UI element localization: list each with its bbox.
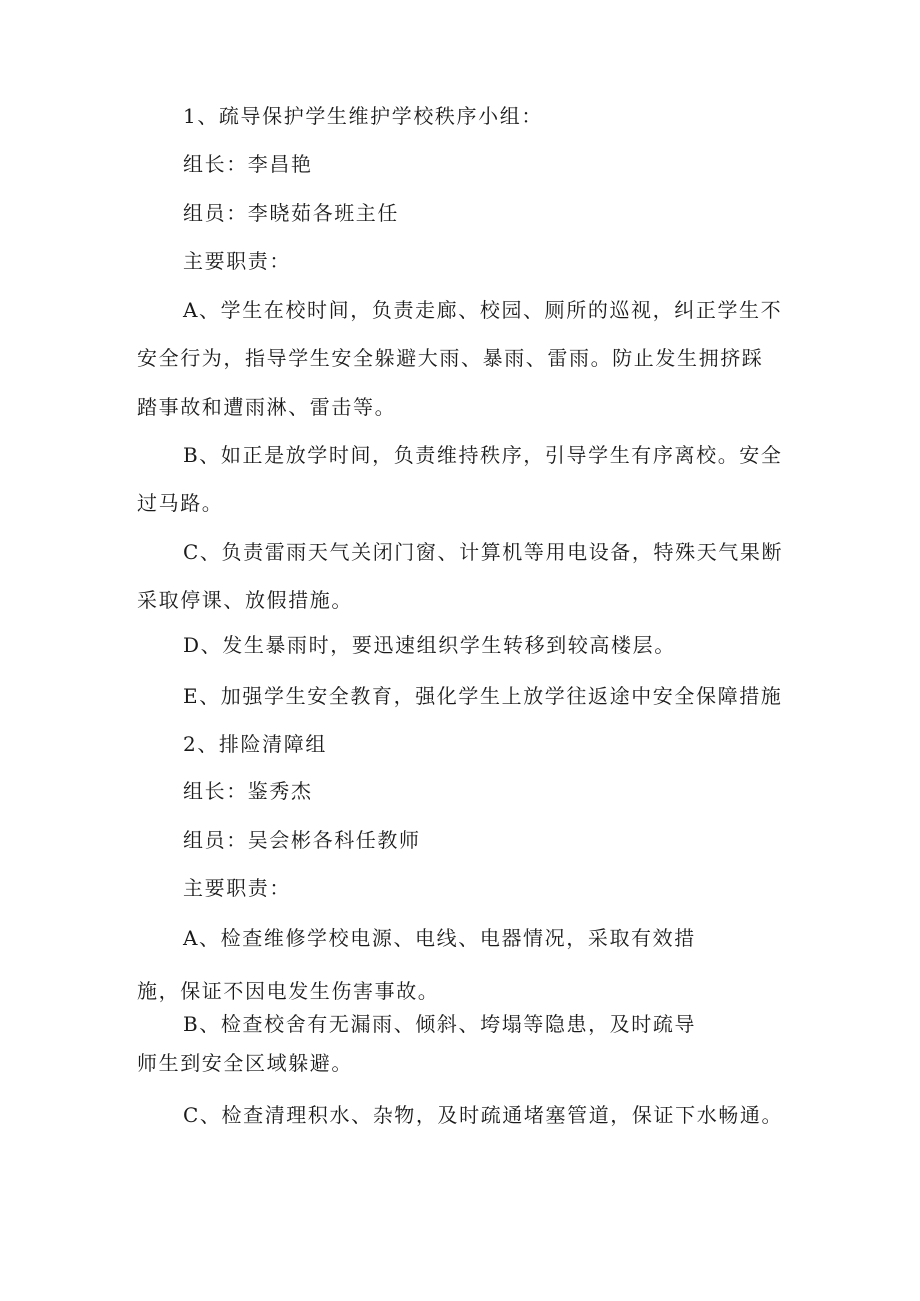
section2-heading: 2、排险清障组 [183,732,327,756]
section2-item-a-line2: 施，保证不因电发生伤害事故。 [137,979,440,1003]
section1-item-b-line2: 过马路。 [137,491,224,515]
section2-item-b-line1: B、检查校舍有无漏雨、倾斜、垮塌等隐患，及时疏导 [183,1012,697,1036]
section2-item-b-line2: 师生到安全区域躲避。 [137,1051,353,1075]
section1-item-c-line2: 采取停课、放假措施。 [137,588,353,612]
section1-item-c-line1: C、负责雷雨天气关闭门窗、计算机等用电设备，特殊天气果断 [183,540,784,564]
section1-item-b-line1: B、如正是放学时间，负责维持秩序，引导学生有序离校。安全 [183,443,783,467]
section1-item-a-line2: 安全行为，指导学生安全躲避大雨、暴雨、雷雨。防止发生拥挤踩 [137,346,764,370]
section1-heading: 1、疏导保护学生维护学校秩序小组： [183,104,543,128]
section2-leader: 组长：鉴秀杰 [183,779,313,803]
section1-duties-title: 主要职责： [183,249,291,273]
section2-duties-title: 主要职责： [183,876,291,900]
section2-members: 组员：吴会彬各科任教师 [183,828,421,852]
section1-item-a-line1: A、学生在校时间，负责走廊、校园、厕所的巡视，纠正学生不 [183,298,783,322]
section1-item-d: D、发生暴雨时，要迅速组织学生转移到较高楼层。 [183,633,676,657]
section1-item-a-line3: 踏事故和遭雨淋、雷击等。 [137,395,397,419]
section2-item-a-line1: A、检查维修学校电源、电线、电器情况，采取有效措 [183,926,696,950]
section1-leader: 组长：李昌艳 [183,152,313,176]
section1-members: 组员：李晓茹各班主任 [183,201,399,225]
section2-item-c: C、检查清理积水、杂物，及时疏通堵塞管道，保证下水畅通。 [183,1103,784,1127]
section1-item-e: E、加强学生安全教育，强化学生上放学往返途中安全保障措施 [183,684,783,708]
